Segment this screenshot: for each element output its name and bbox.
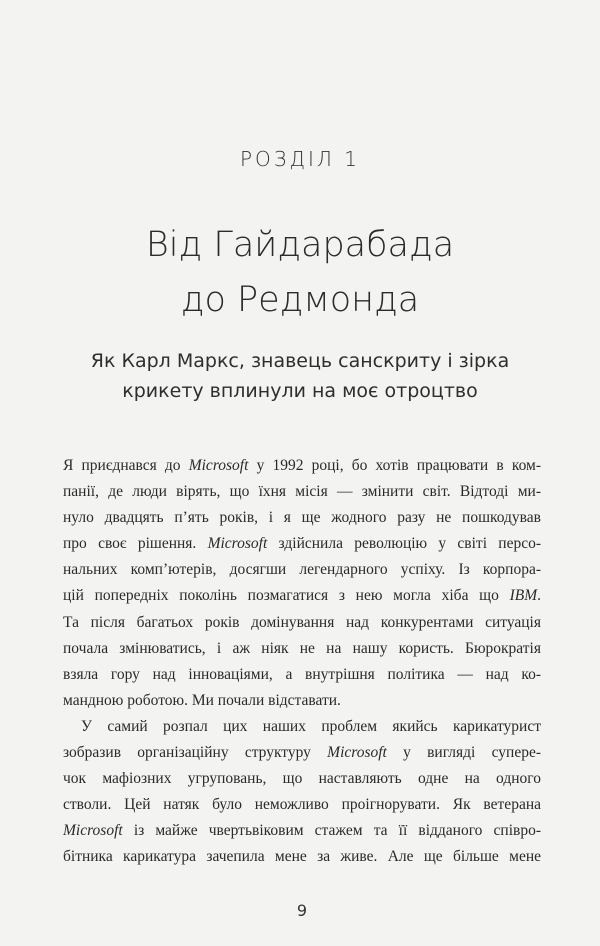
text-line: [63, 766, 541, 792]
italic-term: Microsoft: [63, 822, 123, 840]
text-run: у 1992 році, бо хотів працювати в ком-: [248, 457, 542, 474]
text-run: про своє рішення.: [63, 535, 208, 553]
italic-term: IBM: [509, 587, 538, 605]
text-run: стволи. Цей натяк було неможливо проігнорувати. Як ветерана: [63, 796, 541, 814]
chapter-label: РОЗДІЛ 1: [239, 147, 361, 171]
text-run: У самий розпал цих наших проблем якийсь карикатурист: [81, 717, 541, 735]
text-line: [63, 662, 541, 688]
page-number: 9: [296, 900, 308, 920]
text-line: [63, 844, 541, 870]
text-run: панії, де люди вірять, що їхня місія — змінити світ. Відтоді ми-: [63, 483, 541, 501]
chapter-title-line: до Редмонда: [180, 280, 420, 320]
text-run: здійснила революцію у світі персо-: [267, 535, 541, 553]
text-line: [63, 479, 541, 505]
text-run: у вигляді супере-: [386, 744, 541, 762]
text-line: [63, 505, 541, 531]
text-line: [63, 636, 541, 662]
text-run: чок мафіозних угруповань, що наставляють одне на одного: [63, 770, 541, 788]
text-line: [63, 583, 541, 609]
paragraph: [63, 453, 541, 714]
chapter-subtitle-line: крикету вплинули на моє отроцтво: [122, 380, 478, 402]
chapter-subtitle-line: Як Карл Маркс, знавець санскриту і зірка: [90, 350, 510, 372]
chapter-title: [0, 218, 600, 328]
text-run: нальних комп’ютерів, досягши легендарного успіху. Із корпора-: [63, 561, 541, 579]
text-run: .: [537, 587, 541, 605]
text-run: взяла гору над інноваціями, а внутрішня політика — над ко-: [63, 665, 541, 683]
text-line: [63, 610, 541, 636]
italic-term: Microsoft: [207, 535, 268, 553]
text-run: мандною роботою. Ми почали відставати.: [63, 691, 341, 709]
chapter-subtitle: [0, 346, 600, 406]
paragraph: [63, 714, 541, 871]
text-run: із майже чвертьвіковим стажем та її відданого співро-: [122, 822, 541, 840]
text-run: цій попередніх поколінь позмагатися з нею могла хіба що: [63, 587, 510, 605]
text-line: [63, 792, 541, 818]
text-line: [63, 688, 541, 714]
text-line: [63, 740, 541, 766]
chapter-title-line: Від Гайдарабада: [145, 225, 455, 265]
text-run: нуло двадцять п’ять років, і я ще жодного разу не пошкодував: [63, 509, 541, 527]
text-line: [63, 557, 541, 583]
italic-term: Microsoft: [188, 457, 249, 474]
text-line: [63, 531, 541, 557]
page-body: [63, 453, 541, 921]
text-run: зобразив організаційну структуру: [63, 744, 328, 762]
body-text: [63, 453, 541, 871]
text-run: почала змінюватись, і аж ніяк не на нашу користь. Бюрократія: [63, 639, 541, 657]
text-line: [63, 714, 541, 740]
text-line: [63, 818, 541, 844]
text-line: [63, 453, 541, 479]
text-run: Та після багатьох років домінування над конкурентами ситуація: [63, 613, 541, 631]
text-run: Я приєднався до: [63, 457, 189, 474]
text-run: бітника карикатура зачепила мене за живе. Але ще більше мене: [63, 848, 541, 866]
italic-term: Microsoft: [327, 744, 387, 762]
